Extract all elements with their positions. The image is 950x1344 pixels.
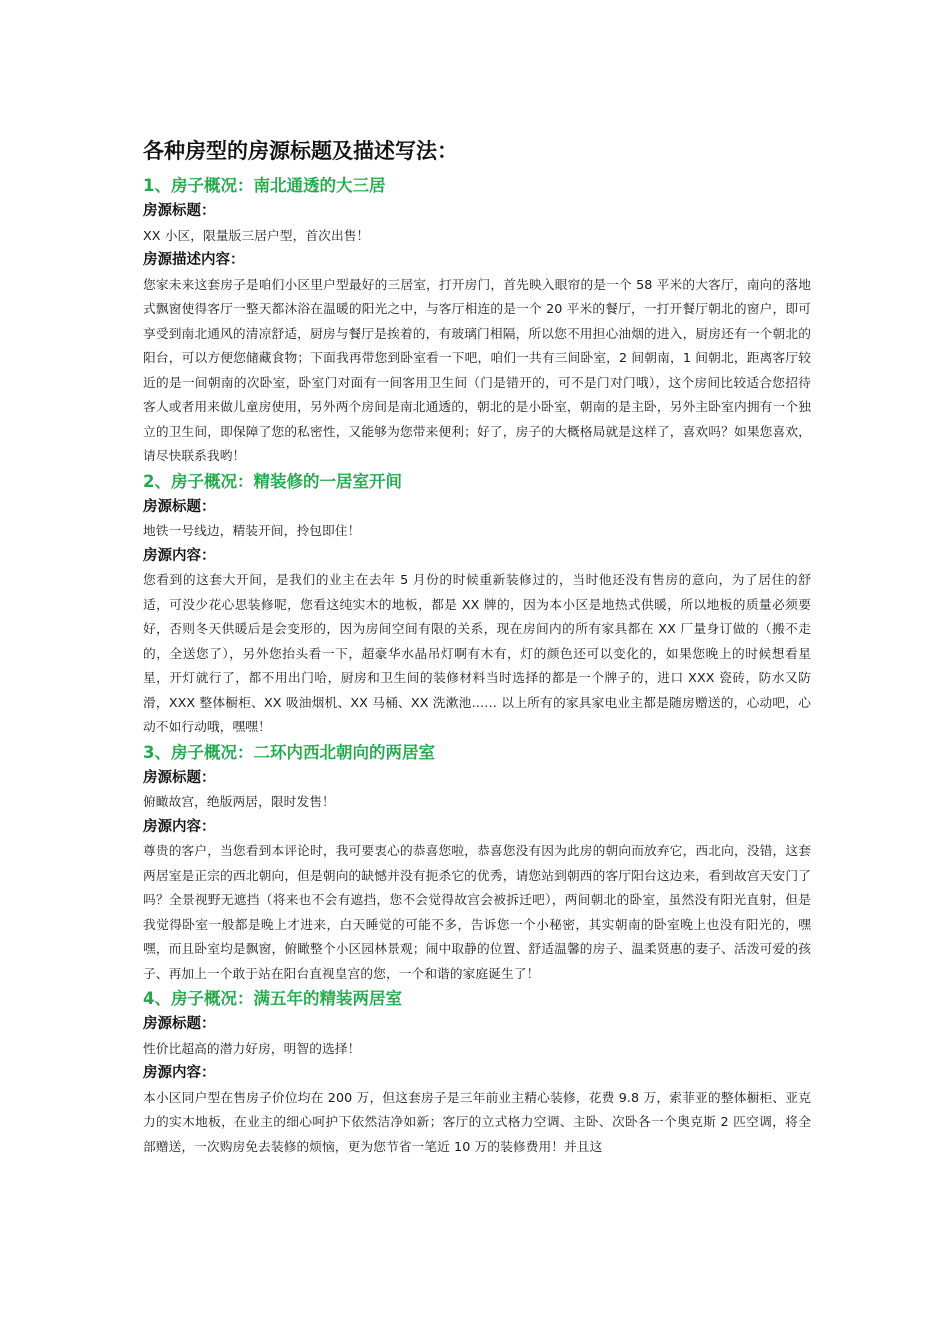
listing-title: 地铁一号线边，精装开间，拎包即住！ bbox=[143, 523, 361, 538]
section-1 bbox=[143, 173, 811, 469]
listing-description: 本小区同户型在售房子价位均在 200 万，但这套房子是三年前业主精心装修，花费 9.8 万，索菲亚的整体橱柜、亚克力的实木地板，在业主的细心呵护下依然洁净如新；客厅的立式格力空调、主卧、次卧各一个奥克斯 2 匹空调，将全部赠送，一次购房免去装修的烦恼，更为您节省一笔近 10 万的装修费用！并且这 bbox=[143, 1089, 811, 1154]
listing-title-label: 房源标题： bbox=[143, 498, 216, 515]
section-heading: 1、房子概况：南北通透的大三居 bbox=[143, 176, 386, 195]
section-4 bbox=[143, 986, 811, 1159]
section-2 bbox=[143, 469, 811, 740]
document-title: 各种房型的房源标题及描述写法： bbox=[143, 139, 458, 163]
listing-description: 您看到的这套大开间，是我们的业主在去年 5 月份的时候重新装修过的，当时他还没有售房的意向，为了居住的舒适，可没少花心思装修呢，您看这纯实木的地板，都是 XX 牌的，因为本小区是地热式供暖，所以地板的质量必须要好，否则冬天供暖后是会变形的，因为房间空间有限的关系，现在房间内的所有家具都在 XX 厂量身订做的（搬不走的，全送您了），另外您抬头看一下，超豪华水晶吊灯啊有木有，灯的颜色还可以变化的，如果您晚上的时候想看星星，开灯就行了，都不用出门哈，厨房和卫生间的装修材料当时选择的都是一个牌子的，进口 XXX 瓷砖，防水又防滑，XXX 整体橱柜、XX 吸油烟机、XX 马桶、XX 洗漱池…… 以上所有的家具家电业主都是随房赠送的，心动吧，心动不如行动哦，嘿嘿！ bbox=[143, 572, 811, 734]
content-label: 房源内容： bbox=[143, 818, 216, 835]
listing-title: 俯瞰故宫，绝版两居，限时发售！ bbox=[143, 794, 335, 809]
listing-title-label: 房源标题： bbox=[143, 1016, 216, 1032]
section-heading: 3、房子概况：二环内西北朝向的两居室 bbox=[143, 742, 435, 762]
document-page bbox=[143, 135, 811, 1159]
listing-description: 您家未来这套房子是咱们小区里户型最好的三居室，打开房门，首先映入眼帘的是一个 58 平米的大客厅，南向的落地式飘窗使得客厅一整天都沐浴在温暖的阳光之中，与客厅相连的是一个 20 平米的餐厅，一打开餐厅朝北的窗户，即可享受到南北通风的清凉舒适，厨房与餐厅是挨着的，有玻璃门相隔，所以您不用担心油烟的进入，厨房还有一个朝北的阳台，可以方便您储藏食物；下面我再带您到卧室看一下吧，咱们一共有三间卧室，2 间朝南，1 间朝北，距离客厅较近的是一间朝南的次卧室，卧室门对面有一间客用卫生间（门是错开的，可不是门对门哦），这个房间比较适合您招待客人或者用来做儿童房使用，另外两个房间是南北通透的，朝北的是小卧室，朝南的是主卧，另外主卧室内拥有一个独立的卫生间，即保障了您的私密性，又能够为您带来便利；好了，房子的大概格局就是这样了，喜欢吗？如果您喜欢，请尽快联系我哟！ bbox=[143, 276, 811, 463]
content-label: 房源描述内容： bbox=[143, 252, 245, 268]
listing-title-label: 房源标题： bbox=[143, 203, 216, 219]
listing-title-label: 房源标题： bbox=[143, 769, 216, 786]
content-label: 房源内容： bbox=[143, 547, 216, 564]
section-3 bbox=[143, 740, 811, 987]
section-heading: 4、房子概况：满五年的精装两居室 bbox=[143, 989, 402, 1008]
listing-title: XX 小区，限量版三居户型，首次出售！ bbox=[143, 227, 370, 243]
listing-title: 性价比超高的潜力好房，明智的选择！ bbox=[143, 1040, 361, 1056]
section-heading: 2、房子概况：精装修的一居室开间 bbox=[143, 471, 402, 491]
listing-description: 尊贵的客户，当您看到本评论时，我可要衷心的恭喜您啦，恭喜您没有因为此房的朝向而放弃它，西北向，没错，这套两居室是正宗的西北朝向，但是朝向的缺憾并没有扼杀它的优秀，请您站到朝西的客厅阳台这边来，看到故宫天安门了吗？全景视野无遮挡（将来也不会有遮挡，您不会觉得故宫会被拆迁吧），两间朝北的卧室，虽然没有阳光直射，但是我觉得卧室一般都是晚上才进来，白天睡觉的可能不多，告诉您一个小秘密，其实朝南的卧室晚上也没有阳光的，嘿嘿，而且卧室均是飘窗，俯瞰整个小区园林景观；闹中取静的位置、舒适温馨的房子、温柔贤惠的妻子、活泼可爱的孩子、再加上一个敢于站在阳台直视皇宫的您，一个和谐的家庭诞生了！ bbox=[143, 843, 811, 981]
content-label: 房源内容： bbox=[143, 1065, 216, 1081]
